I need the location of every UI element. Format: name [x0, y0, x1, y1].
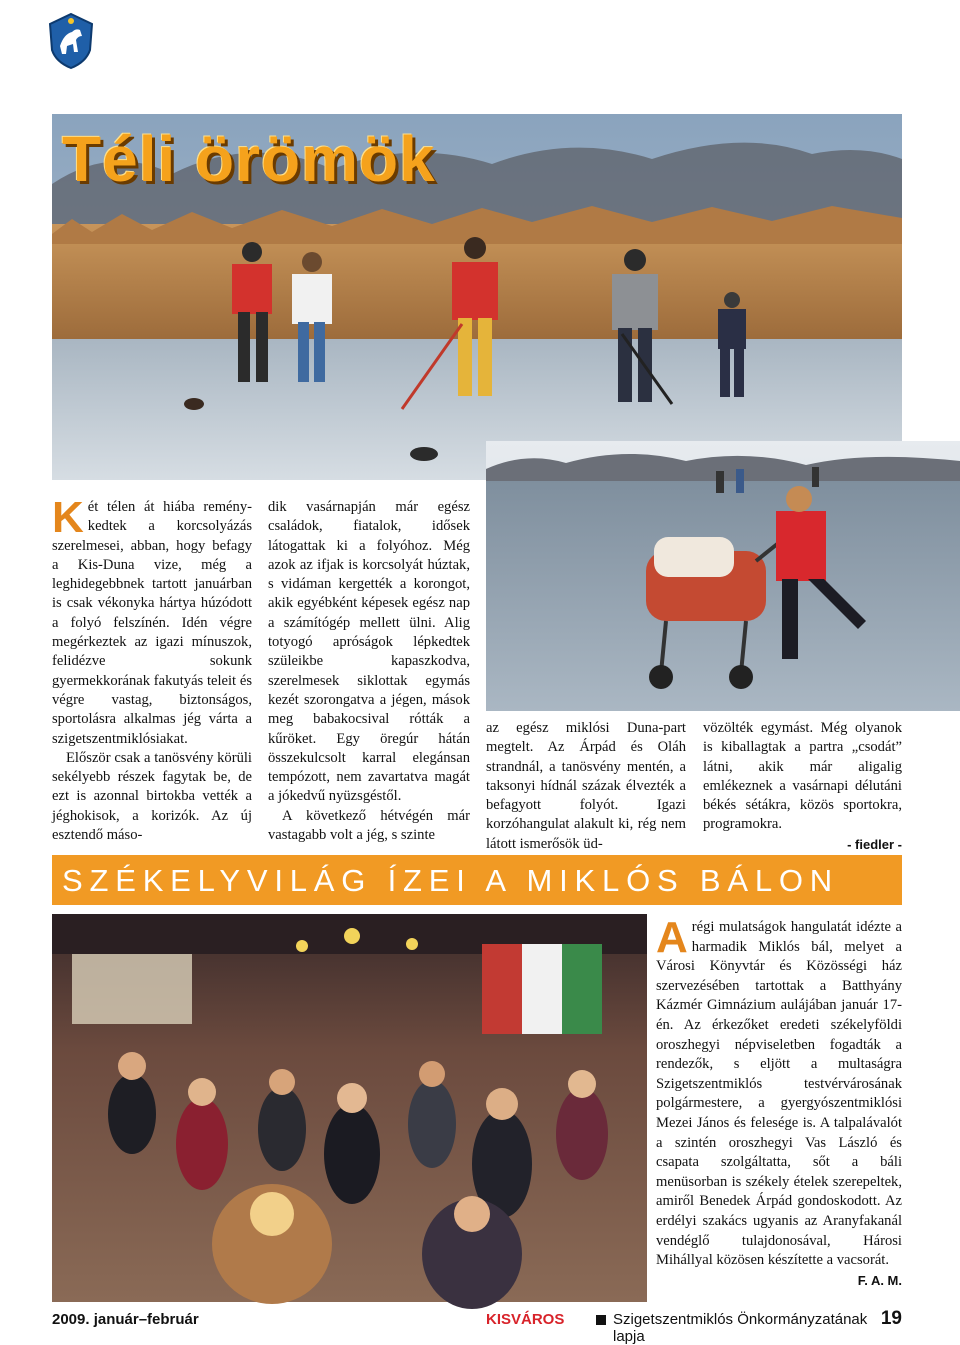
page-footer [52, 1307, 902, 1345]
magazine-brand: KISVÁROS [486, 1311, 565, 1328]
section-headline: SZÉKELYVILÁG ÍZEI A MIKLÓS BÁLON [62, 863, 839, 898]
article-column-4 [703, 719, 902, 854]
article-column-2 [268, 498, 470, 845]
article-paragraph: dik vasárnapján már egész családok, fiatalok, idősek látogattak ki a folyóhoz. Még azok az ifjak is korcsolyát húztak, s vidáman kergették a korongot, akik egyébként képesek egész nap a számítógép mellett ülni. Alig totyogó apróságok lépkedtek szüleikbe kapaszkodva, szerelmesek siklottak egymás kezét szorongatva a jégen, mások meg babakocsival rótták a kűröket. Egy öregúr hátán összekulcsolt karral elegánsan tempózott, nem zavartatva magát a jókedvű nyüzsgéstől. [268, 499, 470, 805]
publisher-line: Szigetszentmiklós Önkormányzatának lapja [613, 1311, 868, 1345]
author-signature: - fiedler - [847, 836, 902, 852]
ball-article-text [656, 913, 902, 1290]
article-column-3 [486, 719, 686, 854]
article-paragraph: régi mulatságok hangulatát idézte a harmadik Miklós bál, melyet a Városi Könyvtár és Közösségi ház szervezésében tartottak a Batthyány Kázmér Gimnázium aulájában január 17-én. Az érkezőket eredeti székelyföldi oroszhegyi népviseletben fogadták a rendezők, s eljött a multaságra Szigetszentmiklós testvérvárosának polgármestere, a gyergyószentmiklósi Mezei János és felesége is. A talpalávalót a szintén oroszhegyi Vas László és csapata szolgáltatta, sőt a báli menüsorban is székely ételek szerepeltek, amiről Benedek Árpád gondoskodott. Az erdélyi szakács ugyanis az Aranyfakanál vendéglő tulajdonosával, Hárosi Mihállyal közösen készítette a vacsorát. [656, 919, 902, 1269]
author-signature: F. A. M. [857, 1272, 902, 1288]
article-paragraph: A következő hétvégén már vastagabb volt a jég, s szinte [268, 807, 470, 844]
article-paragraph: vözölték egymást. Még olyanok is kiballagtak a partra „csodát” látni, akik már aligalig emlékeznek a vasárnapi délutáni békés sétákra, közös sportokra, programokra. [703, 720, 902, 833]
photo-ball-dancers [52, 914, 647, 1302]
article-paragraph: az egész miklósi Duna-part megtelt. Az Árpád és Oláh strandnál, a tanösvény mentén, a taksonyi hídnál százak élvezték a befagyott folyót. Igazi korzóhangulat alakult ki, rég nem látott ismerősök üd- [486, 720, 686, 852]
drop-cap: K [52, 493, 84, 542]
section-headline-bar [52, 855, 902, 905]
photo-woman-with-stroller [486, 441, 960, 711]
article-column-1 [52, 493, 252, 845]
coat-of-arms-icon [46, 12, 96, 70]
drop-cap: A [656, 913, 688, 962]
article-paragraph: Először csak a tanösvény körüli sekélyebb részek fagytak be, de ezt is azonnal birtokba vették a jéghokisok, a korizók. Az új esztendő máso- [52, 749, 252, 844]
page-number: 19 [880, 1308, 902, 1329]
article-paragraph: ét télen át hiába remény-kedtek a korcsolyázás szerelmesei, abban, hogy befagy a Kis-Duna vize, még a leghidegebbnek tartott januárban is csak vékonyka hártya húzódott a folyó felszínén. Idén végre megérkeztek az igazi mínuszok, felidézve sokunk gyermekkorának fakutyás teleit és végre vastag, biztonságos, sportolásra alkalmas jég várta a szigetszentmiklósiakat. [52, 499, 252, 747]
square-bullet-icon [596, 1315, 606, 1325]
issue-date: 2009. január–február [52, 1311, 199, 1328]
article-title: Téli örömök [62, 123, 436, 195]
